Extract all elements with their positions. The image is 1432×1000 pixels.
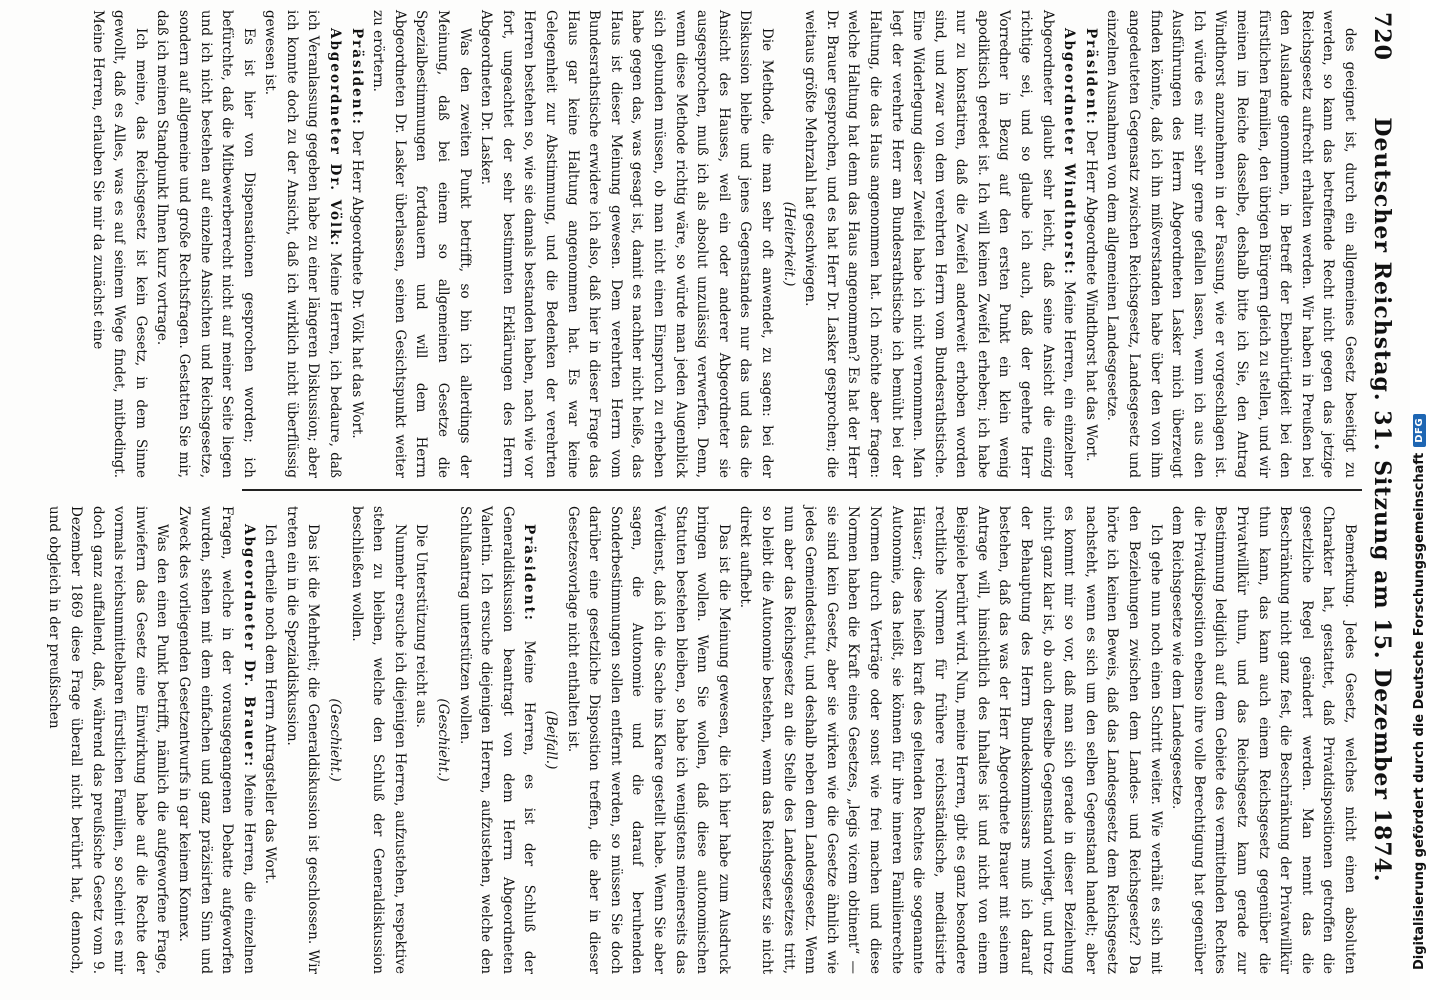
paragraph: Es ist hier von Dispensationen gesprochen worden; ich befürchte, daß die Mitbewerberrecht nicht auf meiner Seite liegen und ich nicht bestehen auf einzelne Ansichten und Reichsgesetze, sondern auf allgemeine und große Rechtsfragen. Gestatten Sie mir, daß ich meinen Standpunkt Ihnen kurz vortrage. — [154, 10, 257, 478]
paragraph: Nunmehr ersuche ich diejenigen Herren, aufzustehen, respektive stehen zu bleiben, welche den Schluß der Generaldiskussion beschließen wollen. — [348, 506, 408, 974]
right-column — [46, 506, 1360, 975]
speech-text: Meine Herren, ein einzelner Abgeordneter glaubt sehr leicht, daß seine Ansicht die einzig richtige sei, und so glaube ich auch, daß der geehrte Herr Vorredner in Bezug auf den ersten Punkt ein klein wenig apodiktisch geredet ist. Ich will keinen Zweifel erheben; ich habe nur zu konstatiren, daß die Zweifel anderweit erhoben worden sind, und zwar von dem verehrten Herrn vom Bundesrathstische. Eine Widerlegung dieser Zweifel habe ich nicht vernommen. Man legt der verehrte Herr am Bundesrathstische ich bemüht bei der Haltung, die das Haus angenommen hat. Ich möchte aber fragen: welche Haltung hat denn das Haus angenommen? Es hat der Herr Dr. Brauer gesprochen, und es hat Herr Dr. Lasker gesprochen; die weitaus größte Mehrzahl hat geschwiegen. — [802, 10, 1078, 479]
speech-paragraph — [259, 10, 345, 478]
speech-paragraph — [172, 506, 258, 974]
speech-text: Meine Herren, ich bedaure, daß ich Veranlassung gegeben habe zu einer längeren Diskussion; aber ich konnte doch zu der Ansicht, daß ich wirklich nicht überflüssig gewesen ist. — [262, 10, 344, 478]
speech-paragraph — [345, 10, 367, 478]
paragraph: Ich ertheile noch dem Herrn Antragsteller das Wort. — [262, 524, 279, 884]
speech-text: Der Herr Abgeordnete Dr. Völk hat das Wort. — [348, 125, 365, 439]
paragraph: Das ist die Meinung gewesen, die ich hier habe zum Ausdruck bringen wollen. Wenn Sie wollen, daß diese autonomischen Statuten bestehen bleiben, so habe ich wenigstens meinerseits das Verdienst, daß ich die Sache ins Klare gestellt habe. Wenn Sie aber sagen, die Autonomie und die darauf beruhenden Sonderbestimmungen sollen entfernt werden, so müssen Sie doch darüber eine gesetzliche Disposition treffen, die aber in dieser Gesetzesvorlage nicht enthalten ist. — [564, 506, 732, 974]
digitization-credit — [1408, 0, 1430, 1000]
speech-paragraph — [1079, 10, 1101, 478]
speaker-name: Abgeordneter Dr. Völk: — [327, 28, 344, 248]
paragraph: des geeignet ist, durch ein allgemeines Gesetz beseitigt zu werden, so kann das betreffende Recht nicht gegen das jetzige Reichsgesetz aufrecht erhalten werden. Wir haben in Preußen bei den Auslande genommen, in Betreff der Ebenbürtigkeit bei den fürstlichen Familien, den übrigen Bürgern gleich zu stellen, und wir meinen im Reiche dasselbe, deshalb bitte ich Sie, den Antrag Windthorst anzunehmen in der Fassung, wie er vorgeschlagen ist. Ich würde es mir sehr gerne gefallen lassen, wenn ich aus den Ausführungen des Herrn Abgeordneten Lasker mich überzeugt finden könnte, daß ich ihn mißverstanden habe über den von ihm angedeuteten Gegensatz zwischen Reichsgesetz, Landesgesetz und einzelnen Ausnahmen von dem allgemeinen Landesgesetze. — [1104, 10, 1358, 478]
paragraph: Die Unterstützung reicht aus. — [413, 524, 430, 728]
paragraph: Die Methode, die man sehr oft anwendet, zu sagen: bei der Diskussion bleibe und jenes Gegenstandes nur das und das die Ansicht des Hauses, weil ein oder anderer Abgeordneter sie ausgesprochen, muß ich als absolut unzulässig verwerfen. Denn, wenn diese Methode richtig wäre, so würde man jeden Augenblick sich gebunden müssen, ob man nicht einen Einspruch zu erheben habe gegen das, was gesagt ist, damit es nachher nicht heiße, das Haus ist dieser Meinung gewesen. Dem verehrten Herrn vom Bundesrathstische erwidere ich also, daß hier in dieser Frage das Haus gar keine Haltung angenommen hat. Es war keine Gelegenheit zur Abstimmung, und die Bedenken der verehrten Herren bestehen so, wie sie damals bestanden haben, nach wie vor fort, ungeachtet der sehr bestimmten Erklärungen des Herrn Abgeordneten Dr. Lasker. — [478, 10, 775, 478]
running-title: Deutscher Reichstag. 31. Sitzung am 15. Dezember 1874. — [1369, 117, 1395, 883]
speech-text: Meine Herren, die einzelnen Fragen, welche in der vorausgegangenen Debatte aufgeworfen wurden, stehen mit dem einfachen und ganz präzisirten Sinn und Zweck des vorliegenden Gesetzentwurfs in gar keinem Konnex. — [175, 506, 257, 975]
stage-direction: (Heiterkeit.) — [780, 201, 797, 287]
speech-text: Meine Herren, es ist der Schluß der Generaldiskussion beantragt von dem Herrn Abgeordneten Valentin. Ich ersuche diejenigen Herren, aufzustehen, welche den Schlußantrag unterstützen wollen. — [456, 506, 538, 974]
speech-text: Der Herr Abgeordnete Windthorst hat das Wort. — [1082, 125, 1099, 462]
digitization-credit-text: Digitalisierung gefördert durch die Deutsche Forschungsgemeinschaft — [1411, 452, 1427, 970]
paragraph: Was den einen Punkt betrifft, nämlich die aufgeworfene Frage, inwiefern das Gesetz eine Einwirkung habe auf die Rechte der vormals reichsunmittelbaren fürstlichen Familien, so scheint es mir doch ganz auffallend, daß, während das preußische Gesetz vom 9. Dezember 1869 diese Frage überall nicht berührt hat, dennoch, und obgleich in der preußischen — [46, 506, 171, 974]
page-number: 720 — [1369, 12, 1395, 61]
speech-paragraph — [453, 506, 539, 974]
speaker-name: Präsident: — [348, 28, 365, 126]
stage-direction: (Geschieht.) — [435, 698, 452, 782]
paragraph: Ich meine, das Reichsgesetz ist kein Gesetz, in dem Sinne gewollt, daß es Alles, was es auf seinem Wege findet, mitbedingt. Meine Herren, erlauben Sie mir da zunächst eine — [89, 10, 149, 478]
paragraph: Das ist die Mehrheit; die Generaldiskussion ist geschlossen. Wir treten ein in die Spezialdiskussion. — [283, 506, 322, 974]
page-header — [1360, 0, 1404, 1000]
stage-direction: (Beifall.) — [543, 710, 560, 770]
column-divider — [242, 489, 1362, 491]
left-column — [89, 10, 1360, 479]
stage-direction: (Geschieht.) — [327, 698, 344, 782]
speech-paragraph — [799, 10, 1080, 478]
paragraph: Bemerkung. Jedes Gesetz, welches nicht einen absoluten Charakter hat, gestattet, daß Privatdispositionen getroffen die gesetzliche Regel geändert werden. Man nennt das die Beschränkung nicht ganz fest, die Beschränkung der Privatwillkür thun kann, das kann auch einem Reichsgesetz gegenüber die Privatwillkür thun, und das Reichsgesetz kann gerade zur Bestimmung lediglich auf dem Gebiete des vermittelnden Rechtes die Privatdisposition ebenso ihre volle Berechtigung hat gegenüber dem Reichsgesetze wie dem Landesgesetze. — [1169, 506, 1358, 974]
speaker-name: Präsident: — [1082, 28, 1099, 126]
paragraph: Ich gehe nun noch einen Schritt weiter. Wie verhält es sich mit den Beziehungen zwischen dem Landes- und Reichsgesetz? Da hörte ich keinen Beweis, daß das Landesgesetz dem Reichsgesetz nachsteht, wenn es sich um den selben Gegenstand handelt; aber es kommt mir so vor, daß man sich gerade in dieser Beziehung nicht ganz klar ist, ob auch derselbe Gegenstand vorliegt, und trotz der Behauptung des Herrn Bundeskommissars muß ich darauf bestehen, daß das was der Herr Abgeordnete Brauer mit seinem Antrage will, hinsichtlich des Inhaltes ist und nicht von einem Beispiele berührt wird. Nun, meine Herren, gibt es ganz besondere rechtliche Normen für frühere reichsständische, mediatisirte Häuser; diese heißen kraft des geltenden Rechtes die sogenannte Autonomie, das heißt, sie können für ihre inneren Familienrechte Normen durch Verträge oder sonst wie frei machen und diese Normen haben die Kraft eines Gesetzes, „legis vicem obtinent“ — sie sind kein Gesetz, aber sie wirken wie die Gesetze ähnlich wie jedes Gemeindestatut, und deshalb neben dem Landesgesetz. Wenn nun aber das Reichsgesetz an die Stelle des Landesgesetzes tritt, so bleibt die Autonomie bestehen, wenn das Reichsgesetz sie nicht direkt aufhebt. — [737, 506, 1164, 974]
speaker-name: Abgeordneter Dr. Brauer: — [240, 524, 257, 769]
paragraph: Was den zweiten Punkt betrifft, so bin ich allerdings der Meinung, daß bei einem so allgemeinen Gesetze die Spezialbestimmungen fortdauern und will dem Herrn Abgeordneten Dr. Lasker überlassen, seinen Gesichtspunkt weiter zu erörtern. — [370, 10, 473, 478]
speaker-name: Präsident: — [521, 524, 538, 622]
dfg-logo: DFG — [1413, 414, 1426, 447]
speaker-name: Abgeordneter Windthorst: — [1061, 28, 1078, 276]
